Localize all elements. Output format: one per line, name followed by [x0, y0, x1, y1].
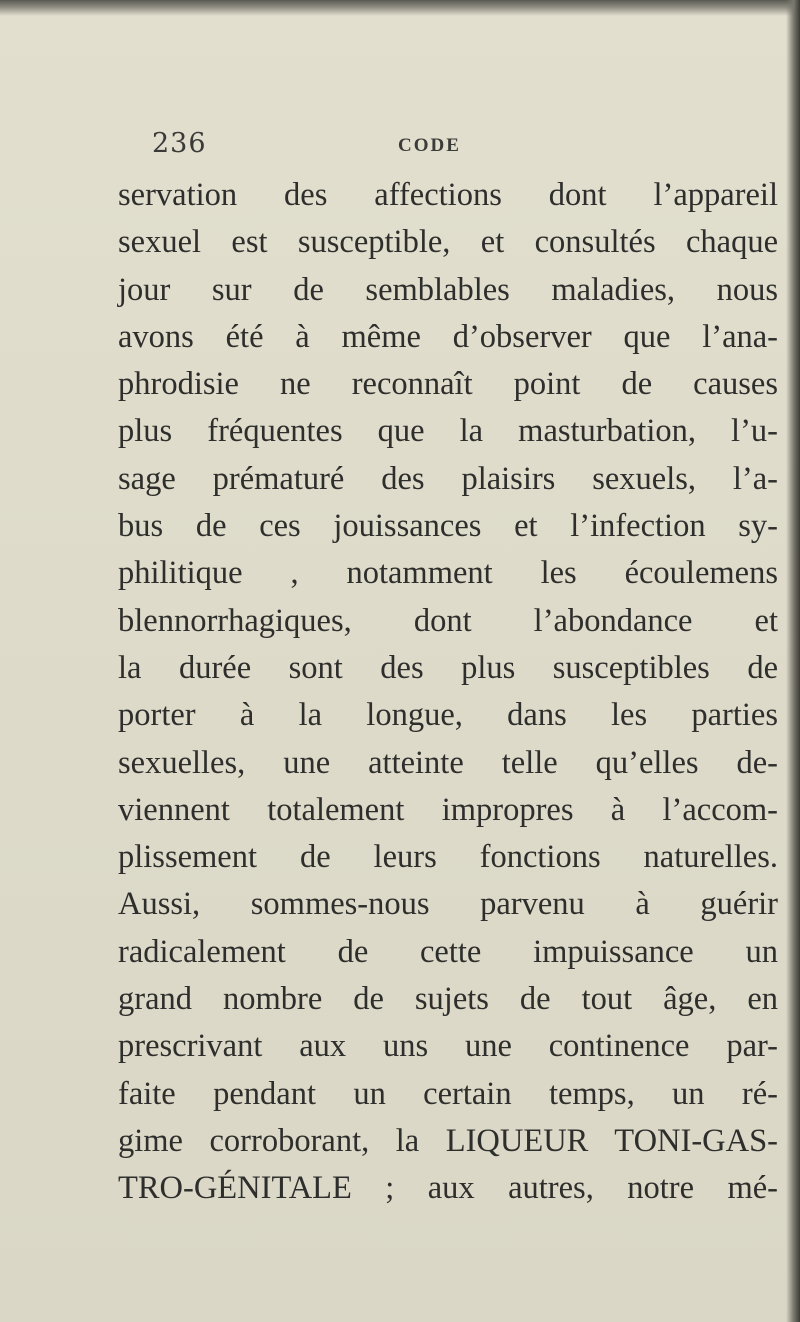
- text-line: sexuelles, une atteinte telle qu’elles de-: [118, 744, 778, 781]
- text-line: grand nombre de sujets de tout âge, en: [118, 981, 778, 1018]
- text-line: porter à la longue, dans les parties: [118, 697, 778, 734]
- running-head: CODE: [398, 135, 461, 156]
- text-line: gime corroborant, la LIQUEUR TONI-GAS-: [118, 1122, 778, 1159]
- page-top-shadow: [0, 0, 800, 16]
- text-line: avons été à même d’observer que l’ana-: [118, 318, 778, 355]
- text-line: la durée sont des plus susceptibles de: [118, 649, 778, 686]
- text-line: sexuel est susceptible, et consultés chaque: [118, 224, 778, 261]
- text-line: viennent totalement impropres à l’accom-: [118, 791, 778, 828]
- text-line: philitique , notamment les écoulemens: [118, 555, 778, 592]
- text-line: radicalement de cette impuissance un: [118, 933, 778, 970]
- text-line: TRO-GÉNITALE ; aux autres, notre mé-: [118, 1170, 778, 1207]
- text-line: faite pendant un certain temps, un ré-: [118, 1075, 778, 1112]
- page-number: 236: [152, 128, 207, 159]
- page-binding-edge: [786, 0, 800, 1322]
- text-line: plissement de leurs fonctions naturelles.: [118, 839, 778, 876]
- text-line: phrodisie ne reconnaît point de causes: [118, 366, 778, 403]
- text-line: plus fréquentes que la masturbation, l’u-: [118, 413, 778, 450]
- text-line: Aussi, sommes-nous parvenu à guérir: [118, 886, 778, 923]
- text-line: sage prématuré des plaisirs sexuels, l’a-: [118, 460, 778, 497]
- text-line: bus de ces jouissances et l’infection sy-: [118, 508, 778, 545]
- body-text: [118, 172, 778, 1213]
- text-line: blennorrhagiques, dont l’abondance et: [118, 602, 778, 639]
- text-line: prescrivant aux uns une continence par-: [118, 1028, 778, 1065]
- text-line: jour sur de semblables maladies, nous: [118, 271, 778, 308]
- text-line: servation des affections dont l’appareil: [118, 177, 778, 213]
